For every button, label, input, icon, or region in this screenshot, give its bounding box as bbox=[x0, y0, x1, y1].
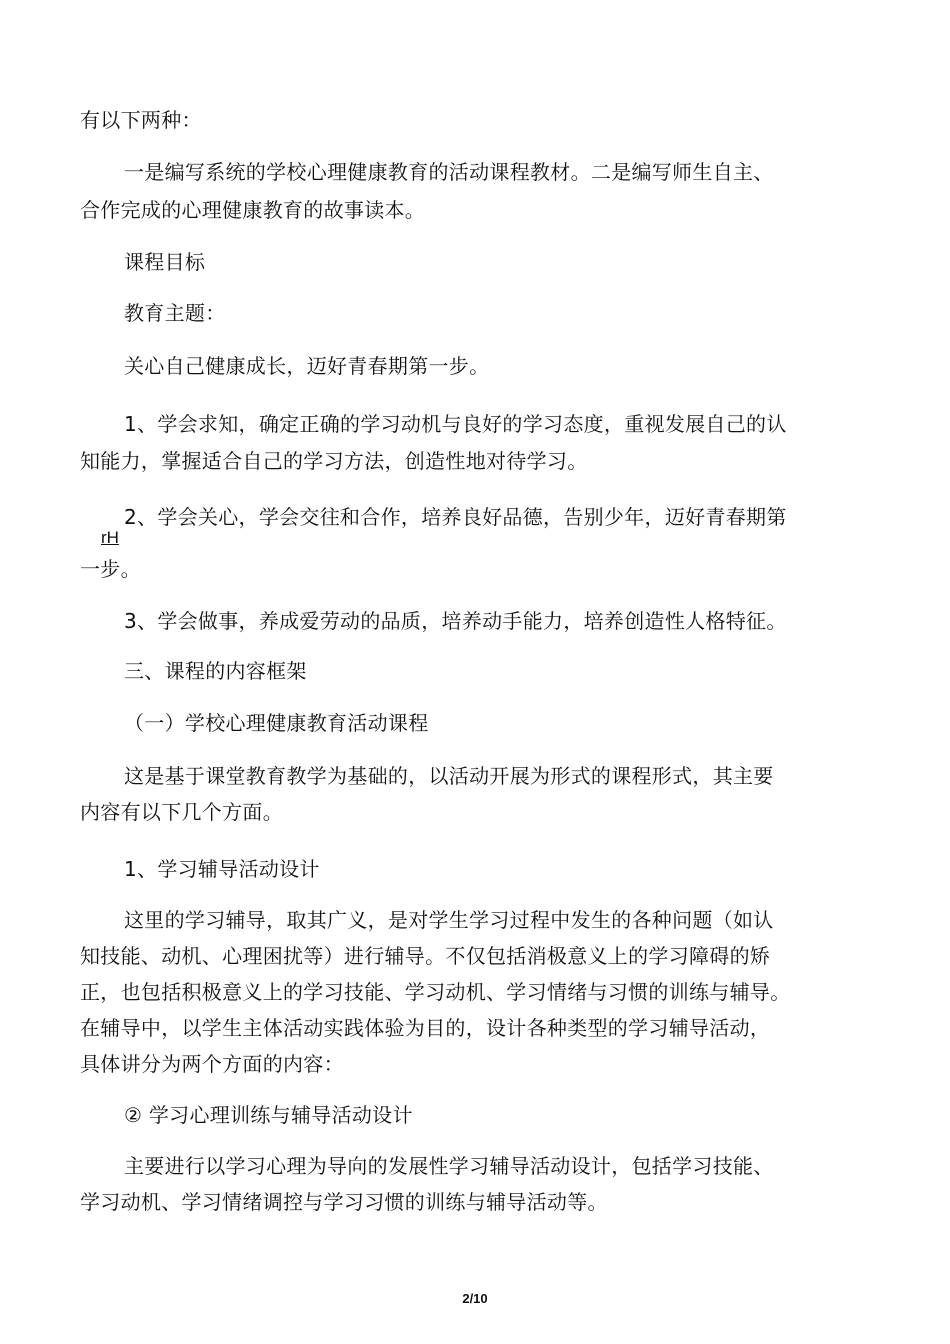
stray-mark: rH bbox=[101, 528, 119, 547]
paragraph-line: 一步。 bbox=[80, 557, 141, 581]
paragraph-line: 知能力，掌握适合自己的学习方法，创造性地对待学习。 bbox=[80, 449, 588, 473]
subsection-heading: （一）学校心理健康教育活动课程 bbox=[124, 711, 429, 735]
paragraph-line: 学习动机、学习情绪调控与学习习惯的训练与辅导活动等。 bbox=[80, 1190, 608, 1214]
paragraph-line: 一是编写系统的学校心理健康教育的活动课程教材。二是编写师生自主、 bbox=[124, 160, 774, 184]
paragraph-line: 内容有以下几个方面。 bbox=[80, 800, 283, 824]
section-heading: 课程目标 bbox=[124, 250, 206, 274]
paragraph-line: 知技能、动机、心理困扰等）进行辅导。不仅包括消极意义上的学习障碍的矫 bbox=[80, 944, 771, 968]
subsection-heading: ② 学习心理训练与辅导活动设计 bbox=[124, 1103, 413, 1127]
paragraph-line: 合作完成的心理健康教育的故事读本。 bbox=[80, 198, 426, 222]
paragraph-line: 3、学会做事，养成爱劳动的品质，培养动手能力，培养创造性人格特征。 bbox=[124, 609, 787, 633]
paragraph-line: 这里的学习辅导，取其广义，是对学生学习过程中发生的各种问题（如认 bbox=[124, 908, 774, 932]
paragraph-line: 正，也包括积极意义上的学习技能、学习动机、学习情绪与习惯的训练与辅导。 bbox=[80, 980, 791, 1004]
paragraph-line: 这是基于课堂教育教学为基础的，以活动开展为形式的课程形式，其主要 bbox=[124, 764, 774, 788]
section-heading: 三、课程的内容框架 bbox=[124, 659, 307, 683]
paragraph-line: 具体讲分为两个方面的内容： bbox=[80, 1052, 344, 1076]
paragraph-line: 2、学会关心，学会交往和合作，培养良好品德，告别少年，迈好青春期第 bbox=[124, 505, 787, 529]
paragraph-line: 教育主题： bbox=[124, 301, 226, 325]
paragraph-line: 主要进行以学习心理为导向的发展性学习辅导活动设计，包括学习技能、 bbox=[124, 1154, 774, 1178]
paragraph-line: 在辅导中，以学生主体活动实践体验为目的，设计各种类型的学习辅导活动， bbox=[80, 1016, 771, 1040]
paragraph-line: 1、学会求知，确定正确的学习动机与良好的学习态度，重视发展自己的认 bbox=[124, 412, 787, 436]
paragraph-line: 有以下两种： bbox=[80, 108, 202, 132]
subsection-heading: 1、学习辅导活动设计 bbox=[124, 857, 320, 881]
paragraph-line: 关心自己健康成长，迈好青春期第一步。 bbox=[124, 354, 490, 378]
page-number: 2/10 bbox=[462, 1291, 488, 1306]
